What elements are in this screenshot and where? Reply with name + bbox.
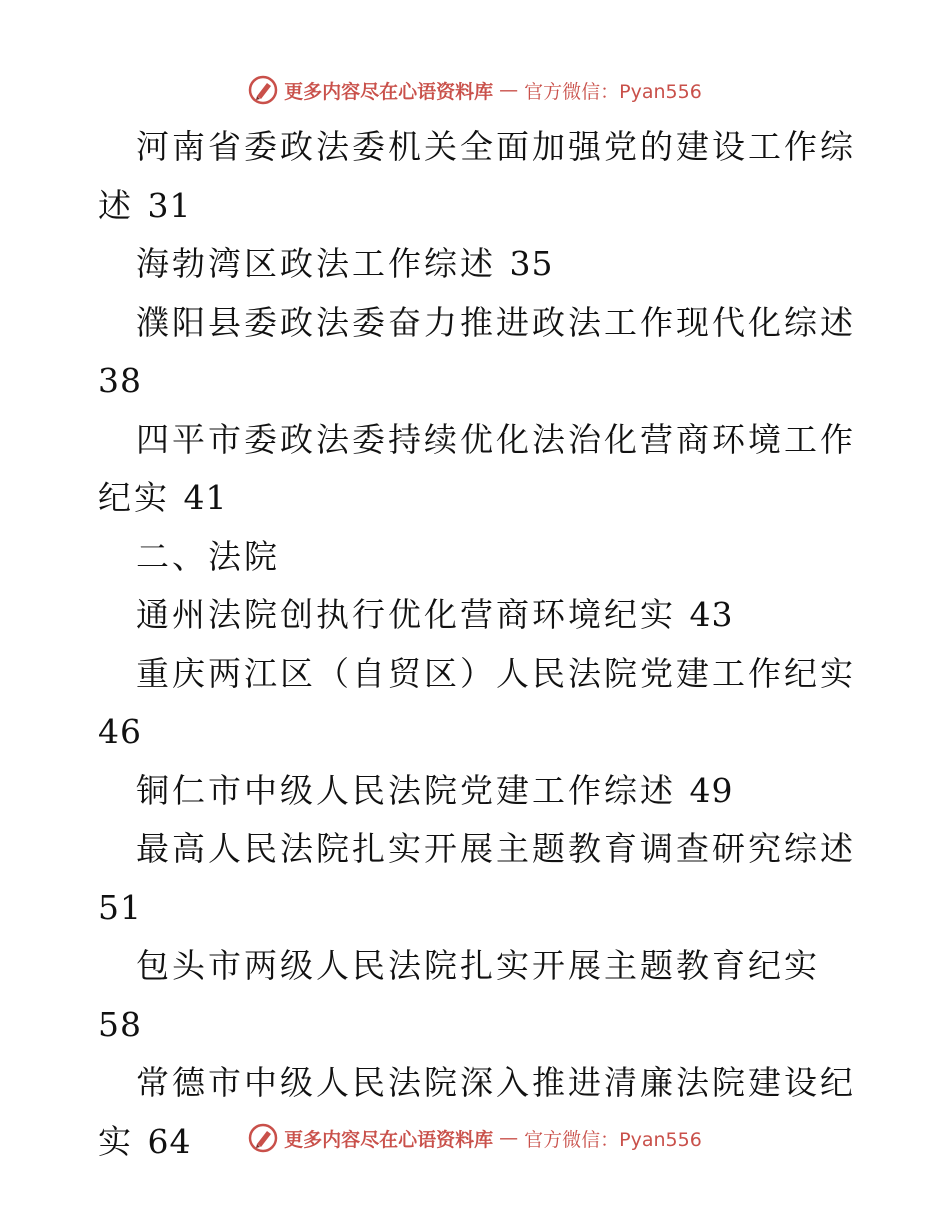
toc-entry — [98, 820, 858, 937]
toc-entry-title: 通州法院创执行优化营商环境纪实 — [136, 595, 676, 634]
toc-entry-title: 河南省委政法委机关全面加强党的建设工作综述 — [98, 127, 856, 225]
watermark-tail-text: 官方微信：Pyan556 — [524, 1128, 702, 1151]
toc-entry — [98, 937, 858, 1054]
watermark-tail-text: 官方微信：Pyan556 — [524, 80, 702, 103]
watermark-banner-bottom — [0, 1118, 950, 1158]
toc-entry-page: 43 — [689, 595, 734, 634]
toc-entry-page: 38 — [98, 361, 142, 400]
toc-entry-page: 51 — [98, 887, 142, 927]
toc-section-heading — [98, 528, 858, 587]
toc-entry-title: 包头市两级人民法院扎实开展主题教育纪实 — [136, 946, 820, 985]
toc-section-title: 二、法院 — [136, 536, 280, 576]
toc-entry-title: 重庆两江区（自贸区）人民法院党建工作纪实 — [136, 653, 856, 693]
toc-entry-title: 濮阳县委政法委奋力推进政法工作现代化综述 — [136, 302, 856, 342]
toc-entry — [98, 762, 858, 821]
table-of-contents — [98, 118, 858, 1171]
watermark-lead-text: 更多内容尽在心语资料库 — [284, 80, 494, 103]
toc-entry — [98, 294, 858, 411]
watermark-lead-text: 更多内容尽在心语资料库 — [284, 1128, 494, 1151]
toc-entry-page: 46 — [98, 712, 142, 751]
toc-entry-title: 海勃湾区政法工作综述 — [136, 244, 496, 283]
toc-entry-page: 64 — [147, 1121, 192, 1161]
toc-entry — [98, 118, 858, 235]
toc-entry-title: 常德市中级人民法院深入推进清廉法院建设纪实 — [98, 1063, 856, 1161]
toc-entry-page: 58 — [98, 1004, 142, 1044]
watermark-dash: — — [499, 79, 519, 101]
toc-entry — [98, 411, 858, 528]
toc-entry-title: 四平市委政法委持续优化法治化营商环境工作纪实 — [98, 419, 856, 517]
toc-entry-page: 31 — [147, 185, 192, 225]
toc-entry-title: 最高人民法院扎实开展主题教育调查研究综述 — [136, 829, 856, 868]
watermark-dash: — — [499, 1127, 519, 1149]
toc-entry-page: 49 — [689, 770, 734, 810]
toc-entry — [98, 586, 858, 645]
toc-entry — [98, 645, 858, 762]
toc-entry-page: 41 — [183, 478, 228, 517]
watermark-banner-top — [0, 70, 950, 110]
toc-entry-title: 铜仁市中级人民法院党建工作综述 — [136, 770, 676, 810]
toc-entry-page: 35 — [509, 244, 554, 283]
toc-entry — [98, 235, 858, 294]
pen-logo-icon — [248, 75, 278, 105]
pen-logo-icon — [248, 1123, 278, 1153]
